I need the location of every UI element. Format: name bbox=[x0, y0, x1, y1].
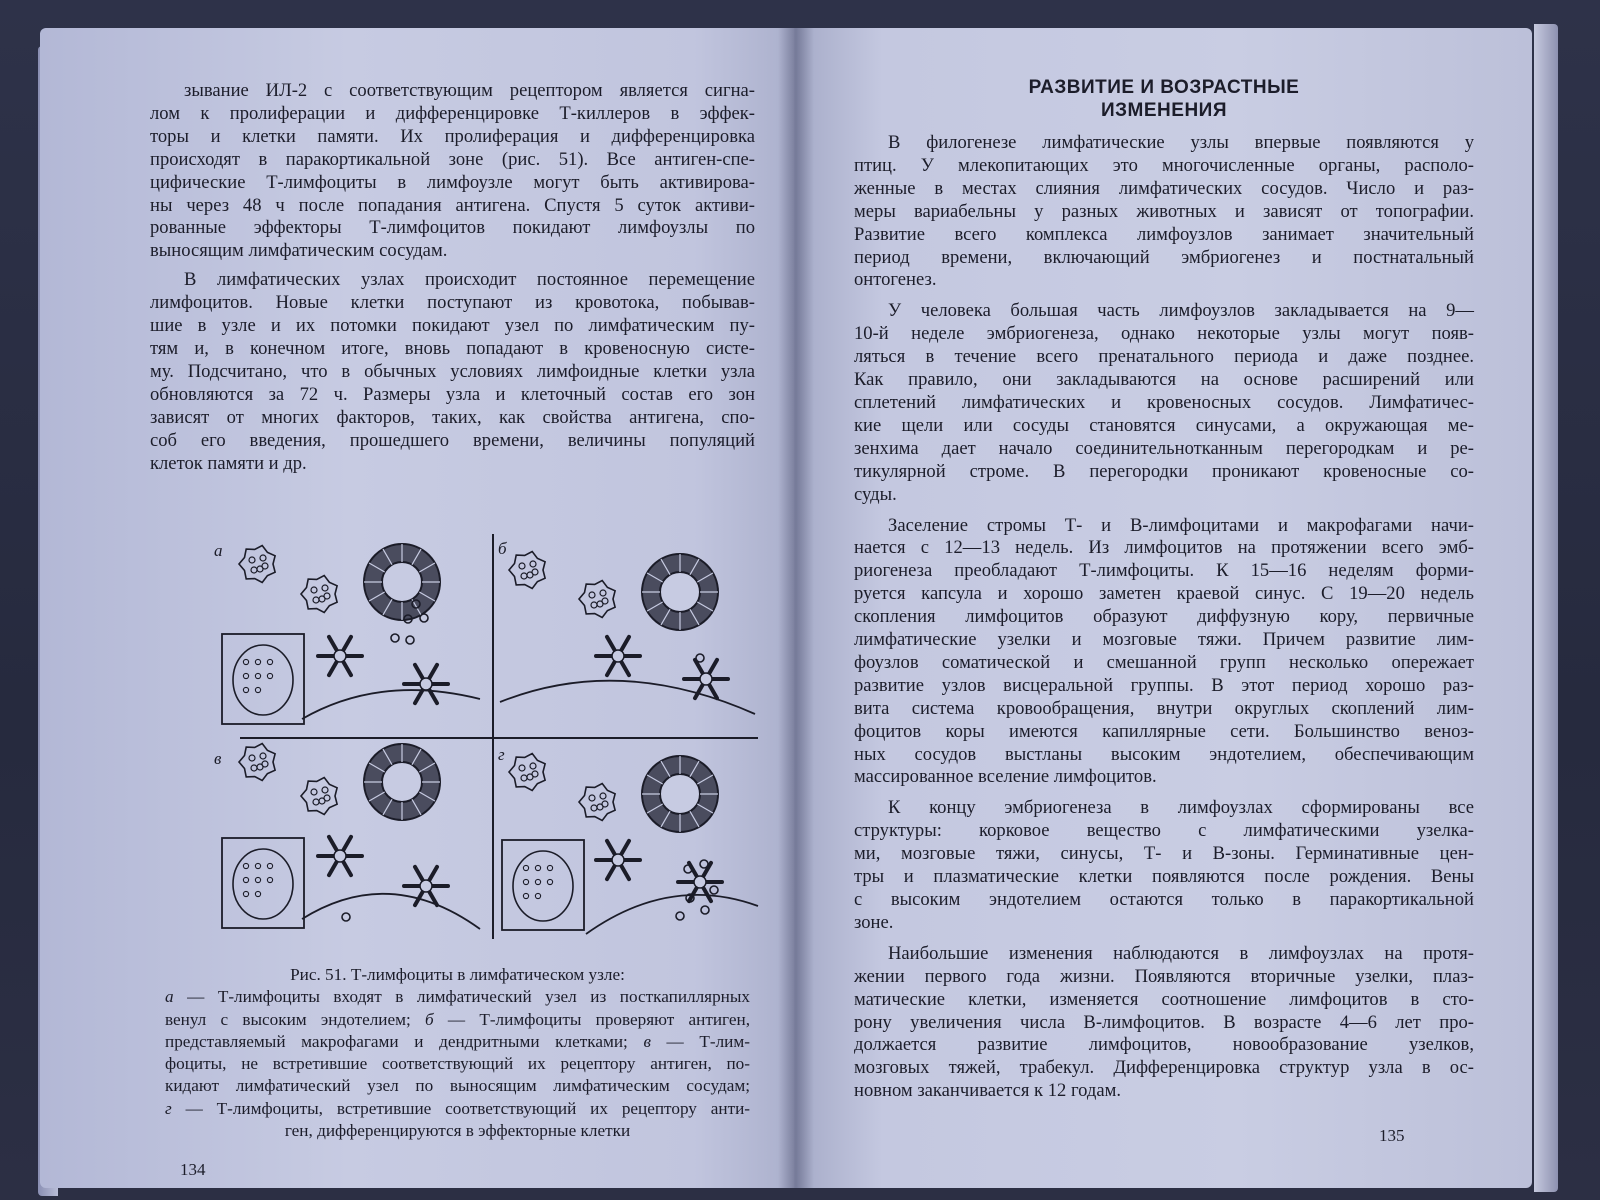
right-para-5-line: рону увеличения числа В-лимфоцитов. В возрасте 4—6 лет про- bbox=[854, 1011, 1474, 1033]
right-page-text bbox=[854, 76, 1474, 1103]
right-para-2-line: сплетений лимфатических и кровеносных сосудов. Лимфатичес- bbox=[854, 391, 1474, 413]
cell-granule bbox=[519, 765, 525, 771]
cell-granule bbox=[322, 585, 328, 591]
left-para-1-line: рованные эффекторы Т-лимфоцитов покидают лимфоузлы по bbox=[150, 217, 755, 239]
left-paragraph-2 bbox=[150, 269, 755, 475]
right-para-3-line: фоцитов коры имеются капиллярные сети. Большинство веноз- bbox=[854, 720, 1474, 742]
lymphocyte bbox=[700, 860, 708, 868]
left-para-2-line: обновляются за 72 ч. Размеры узла и клеточный состав его зон bbox=[150, 383, 755, 405]
cell-granule bbox=[602, 598, 608, 604]
lymph-node-outline bbox=[233, 849, 293, 919]
cell-granule bbox=[324, 593, 330, 599]
macrophage-cell bbox=[239, 546, 275, 583]
right-para-3-line: фоузлов соматической и смешанной групп несколько опережает bbox=[854, 651, 1474, 673]
right-para-5-line: должается развитие лимфоцитов, новообразование узелков, bbox=[854, 1034, 1474, 1056]
caption-text: — Т-лимфоциты проверяют антиген, bbox=[433, 1009, 750, 1029]
right-para-2-line: суды. bbox=[854, 483, 897, 505]
lymph-node-outline bbox=[233, 645, 293, 715]
node-follicle bbox=[243, 673, 248, 678]
right-para-1-line: меры вариабельны у разных животных и зависят от топографии. bbox=[854, 200, 1474, 222]
node-follicle bbox=[243, 877, 248, 882]
right-paragraph-2 bbox=[854, 300, 1474, 506]
lymph-node-outline bbox=[513, 851, 573, 921]
cell-granule bbox=[262, 563, 268, 569]
caption-text: — Т-лимфоциты, встретившие соответствующий их рецептору анти- bbox=[185, 1098, 751, 1118]
panel-label-v: в bbox=[214, 749, 222, 768]
node-follicle bbox=[255, 891, 260, 896]
dendritic-nucleus bbox=[420, 880, 432, 892]
macrophage-cell bbox=[301, 778, 337, 815]
caption-text: — Т-лимфоциты входят в лимфатический узел из посткапиллярных bbox=[187, 987, 751, 1007]
panel-label-b: б bbox=[498, 539, 507, 558]
caption-text: представляемый макрофагами и дендритными клетками; bbox=[165, 1031, 644, 1051]
right-para-5-line: новном заканчивается к 12 годам. bbox=[854, 1080, 1122, 1102]
cell-granule bbox=[589, 592, 595, 598]
node-follicle bbox=[267, 863, 272, 868]
left-para-2-line: зависят от многих факторов, таких, как свойства антигена, спо- bbox=[150, 406, 755, 428]
right-para-5-line: мозговых тяжей, трабекул. Дифференцировка структур узла в ос- bbox=[854, 1057, 1474, 1079]
left-para-2-line: шие в узле и их потомки покидают узел по лимфатическим пу- bbox=[150, 315, 755, 337]
node-follicle bbox=[243, 687, 248, 692]
cell-granule bbox=[600, 793, 606, 799]
cell-granule bbox=[521, 573, 527, 579]
caption-line-1 bbox=[165, 986, 750, 1008]
cell-granule bbox=[602, 801, 608, 807]
cell-granule bbox=[521, 775, 527, 781]
right-paragraphs bbox=[854, 132, 1474, 1103]
dendritic-nucleus bbox=[334, 850, 346, 862]
sinus-boundary bbox=[302, 894, 480, 929]
node-follicle bbox=[523, 865, 528, 870]
lymph-node-inset bbox=[222, 838, 304, 928]
right-para-3-line: риогенеза преобладают Т-лимфоциты. К 15—16 неделям форми- bbox=[854, 560, 1474, 582]
right-para-2-line: Как правило, они закладываются на основе расширений или bbox=[854, 369, 1474, 391]
cell-granule bbox=[600, 590, 606, 596]
node-follicle bbox=[535, 893, 540, 898]
sinus-boundary bbox=[302, 690, 480, 719]
left-para-2-line: В лимфатических узлах происходит постоянное перемещение bbox=[184, 269, 755, 291]
caption-letter-v: в bbox=[643, 1031, 651, 1051]
node-follicle bbox=[243, 891, 248, 896]
dendritic-nucleus bbox=[612, 650, 624, 662]
cell-granule bbox=[519, 563, 525, 569]
lymphocyte bbox=[701, 906, 709, 914]
lymphocyte bbox=[391, 634, 399, 642]
right-para-3-line: руется капсула и хорошо заметен краевой синус. С 19—20 недель bbox=[854, 583, 1474, 605]
right-paragraph-5 bbox=[854, 943, 1474, 1103]
cell-granule bbox=[589, 795, 595, 801]
right-para-3-line: лимфатические узелки и мозговые тяжи. Причем развитие лим- bbox=[854, 629, 1474, 651]
right-para-3-line: скопления лимфоцитов образуют диффузную кору, первичные bbox=[854, 606, 1474, 628]
right-para-3-line: Заселение стромы Т- и В-лимфоцитами и макрофагами начи- bbox=[888, 514, 1474, 536]
node-follicle bbox=[535, 879, 540, 884]
cell-granule bbox=[251, 765, 257, 771]
right-para-4-line: зоне. bbox=[854, 911, 894, 933]
caption-text: венул с высоким эндотелием; bbox=[165, 1009, 426, 1029]
node-follicle bbox=[255, 863, 260, 868]
right-para-5-line: Наибольшие изменения наблюдаются в лимфоузлах на протя- bbox=[888, 942, 1474, 964]
dendritic-nucleus bbox=[694, 876, 706, 888]
right-para-2-line: тикулярной строме. В перегородки проникают кровеносные со- bbox=[854, 460, 1474, 482]
caption-line-6 bbox=[165, 1098, 750, 1120]
sinus-boundary bbox=[586, 895, 758, 934]
right-para-4-line: ми, мозговые тяжи, синусы, Т- и В-зоны. Герминативные цен- bbox=[854, 843, 1474, 865]
left-para-1-line: выносящим лимфатическим сосудам. bbox=[150, 240, 448, 262]
venule-lumen bbox=[660, 572, 700, 612]
venule-lumen bbox=[382, 762, 422, 802]
left-para-2-line: тям и, в конечном итоге, вновь попадают в кровеносную систе- bbox=[150, 337, 755, 359]
node-follicle bbox=[255, 673, 260, 678]
caption-letter-a: а bbox=[165, 987, 174, 1007]
left-para-2-line: му. Подсчитано, что в обычных условиях лимфоидные клетки узла bbox=[150, 360, 755, 382]
cell-granule bbox=[251, 567, 257, 573]
macrophage-cell bbox=[579, 784, 615, 821]
left-para-1-line: зывание ИЛ-2 с соответствующим рецептором является сигна- bbox=[184, 80, 755, 101]
section-heading bbox=[854, 76, 1474, 122]
caption-text: — Т-лим- bbox=[650, 1031, 750, 1051]
right-para-2-line: кие щели или сосуды становятся синусами, а окружающая ме- bbox=[854, 414, 1474, 436]
cell-granule bbox=[249, 557, 255, 563]
cell-granule bbox=[591, 602, 597, 608]
dendritic-nucleus bbox=[420, 678, 432, 690]
page-number-left: 134 bbox=[180, 1160, 206, 1179]
dendritic-nucleus bbox=[700, 673, 712, 685]
figure-51-drawing bbox=[210, 534, 770, 944]
right-paragraph-3 bbox=[854, 515, 1474, 790]
node-follicle bbox=[267, 659, 272, 664]
node-follicle bbox=[523, 893, 528, 898]
right-para-1-line: В филогенезе лимфатические узлы впервые появляются у bbox=[888, 132, 1474, 153]
cell-granule bbox=[260, 753, 266, 759]
caption-letter-b: б bbox=[425, 1009, 434, 1029]
caption-line-4: фоциты, не встретившие соответствующий их рецептору антиген, по- bbox=[165, 1054, 750, 1074]
macrophage-cell bbox=[301, 576, 337, 613]
right-para-2-line: У человека большая часть лимфоузлов закладывается на 9— bbox=[888, 300, 1474, 322]
lymphocyte bbox=[710, 886, 718, 894]
cell-granule bbox=[532, 771, 538, 777]
left-page-text bbox=[150, 80, 755, 475]
node-follicle bbox=[547, 879, 552, 884]
cell-granule bbox=[322, 787, 328, 793]
macrophage-cell bbox=[579, 581, 615, 618]
left-para-1-line: происходят в паракортикальной зоне (рис. 51). Все антиген-спе- bbox=[150, 148, 755, 170]
left-para-1-line: лом к пролиферации и дифференцировке Т-киллеров в эффек- bbox=[150, 102, 755, 124]
lymph-node-inset bbox=[222, 634, 304, 724]
node-follicle bbox=[547, 865, 552, 870]
right-para-3-line: вита система кровообращения, внутри округлых скоплений лим- bbox=[854, 697, 1474, 719]
right-para-1-line: Развитие всего комплекса лимфоузлов занимает значительный bbox=[854, 223, 1474, 245]
node-follicle bbox=[255, 877, 260, 882]
left-para-1-line: ны через 48 ч после попадания антигена. Спустя 5 суток активи- bbox=[150, 194, 755, 216]
right-para-1-line: птиц. У млекопитающих это многочисленные органы, располо- bbox=[854, 154, 1474, 176]
node-follicle bbox=[255, 659, 260, 664]
cell-granule bbox=[262, 761, 268, 767]
lymphocyte bbox=[696, 654, 704, 662]
node-follicle bbox=[243, 863, 248, 868]
right-paragraph-4 bbox=[854, 797, 1474, 934]
cell-granule bbox=[311, 587, 317, 593]
left-para-2-line: соб его введения, прошедшего времени, величины популяций bbox=[150, 429, 755, 451]
node-follicle bbox=[523, 879, 528, 884]
right-para-3-line: массированное вселение лимфоцитов. bbox=[854, 766, 1157, 788]
right-para-2-line: ляться в течение всего пренатального периода и даже позднее. bbox=[854, 346, 1474, 368]
right-para-3-line: нается с 12—13 недель. Из лимфоцитов на протяжении всего эмб- bbox=[854, 537, 1474, 559]
node-follicle bbox=[267, 673, 272, 678]
left-para-1-line: торы и клетки памяти. Их пролиферация и дифференцировка bbox=[150, 125, 755, 147]
lymphocyte bbox=[676, 912, 684, 920]
node-follicle bbox=[255, 687, 260, 692]
dendritic-nucleus bbox=[612, 854, 624, 866]
cell-granule bbox=[530, 763, 536, 769]
cell-granule bbox=[591, 805, 597, 811]
venule-lumen bbox=[382, 562, 422, 602]
node-follicle bbox=[267, 877, 272, 882]
right-page bbox=[794, 28, 1532, 1188]
caption-line-5: кидают лимфатический узел по выносящим лимфатическим сосудам; bbox=[165, 1076, 750, 1096]
right-para-2-line: зенхима дает начало соединительнотканным перегородкам и ре- bbox=[854, 437, 1474, 459]
right-para-1-line: период времени, включающий эмбриогенез и постнатальный bbox=[854, 246, 1474, 268]
right-para-1-line: онтогенез. bbox=[854, 269, 937, 291]
left-paragraph-1 bbox=[150, 80, 755, 263]
right-para-5-line: жении первого года жизни. Появляются вторичные узелки, плаз- bbox=[854, 965, 1474, 987]
lymphocyte bbox=[342, 913, 350, 921]
caption-line-3 bbox=[165, 1031, 750, 1053]
right-para-2-line: 10-й неделе эмбриогенеза, однако некоторые узлы могут появ- bbox=[854, 323, 1474, 345]
left-para-2-line: клеток памяти и др. bbox=[150, 452, 307, 474]
cell-granule bbox=[532, 569, 538, 575]
caption-letter-g: г bbox=[165, 1098, 172, 1118]
caption-title: Рис. 51. Т-лимфоциты в лимфатическом узле: bbox=[290, 965, 625, 984]
panel-label-a: а bbox=[214, 541, 223, 560]
right-para-3-line: ных сосудов выстланы высоким эндотелием, обеспечивающим bbox=[854, 743, 1474, 765]
right-para-4-line: тры и плазматические клетки появляются после рождения. Вены bbox=[854, 866, 1474, 888]
page-number-right: 135 bbox=[1379, 1126, 1405, 1145]
cell-granule bbox=[313, 597, 319, 603]
macrophage-cell bbox=[509, 754, 545, 791]
right-para-1-line: женные в местах слияния лимфатических сосудов. Число и раз- bbox=[854, 177, 1474, 199]
lymphocyte bbox=[420, 614, 428, 622]
cell-granule bbox=[260, 555, 266, 561]
open-book bbox=[30, 18, 1540, 1188]
right-para-4-line: К концу эмбриогенеза в лимфоузлах сформированы все bbox=[888, 797, 1474, 819]
figure-caption bbox=[165, 964, 750, 1142]
cell-granule bbox=[324, 795, 330, 801]
right-para-3-line: развитие узлов висцеральной группы. В этот период хорошо раз- bbox=[854, 674, 1474, 696]
right-para-4-line: структуры: корковое вещество с лимфатическими узелка- bbox=[854, 820, 1474, 842]
lymphocyte bbox=[406, 636, 414, 644]
cell-granule bbox=[311, 789, 317, 795]
caption-line-2 bbox=[165, 1009, 750, 1031]
cell-granule bbox=[313, 799, 319, 805]
panel-label-g: г bbox=[498, 745, 505, 764]
venule-lumen bbox=[660, 774, 700, 814]
book-edge-right bbox=[1534, 24, 1558, 1192]
left-para-2-line: лимфоцитов. Новые клетки поступают из кровотока, побывав- bbox=[150, 292, 755, 314]
macrophage-cell bbox=[509, 552, 545, 589]
lymph-node-inset bbox=[502, 840, 584, 930]
dendritic-nucleus bbox=[334, 650, 346, 662]
section-heading-line-1: РАЗВИТИЕ И ВОЗРАСТНЫЕ bbox=[1028, 77, 1300, 98]
macrophage-cell bbox=[239, 744, 275, 781]
right-para-5-line: матические клетки, изменяется соотношение лимфоцитов в сто- bbox=[854, 988, 1474, 1010]
cell-granule bbox=[530, 561, 536, 567]
caption-line-7: ген, дифференцируются в эффекторные клетки bbox=[284, 1121, 631, 1141]
right-paragraph-1 bbox=[854, 132, 1474, 292]
figure-51 bbox=[210, 534, 770, 944]
node-follicle bbox=[243, 659, 248, 664]
section-heading-line-2: ИЗМЕНЕНИЯ bbox=[1101, 100, 1227, 121]
left-page bbox=[40, 28, 810, 1188]
node-follicle bbox=[535, 865, 540, 870]
right-para-4-line: с высоким эндотелием остаются только в паракортикальной bbox=[854, 889, 1474, 910]
book-gutter bbox=[778, 28, 814, 1188]
left-para-1-line: цифические Т-лимфоциты в лимфоузле могут быть активирова- bbox=[150, 171, 755, 193]
cell-granule bbox=[249, 755, 255, 761]
